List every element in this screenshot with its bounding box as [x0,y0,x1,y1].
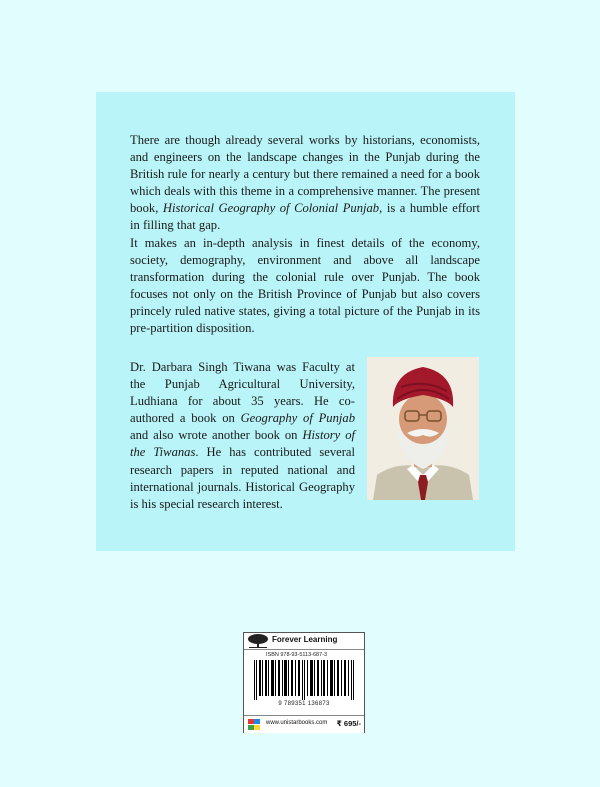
tree-icon [247,634,269,648]
bio-part-c: . He has contributed several research papers in reputed national and international journals. Historical Geography is his special research interest. [130,445,355,511]
barcode-body [248,652,360,712]
author-photo [367,357,479,500]
bio-book-2: History of the Tiwanas [130,428,355,460]
barcode-digits: 9 789351 136873 [278,701,330,707]
blurb-paragraph-2: It makes an in-depth analysis in finest details of the economy, society, demography, environment and above all landscape transformation during the colonial rule over Punjab. The book focuses not only on the British Province of Punjab but also covers princely ruled native states, giving a total picture of the Punjab in its pre-partition disposition. [130,235,480,336]
book-title-inline: Historical Geography of Colonial Punjab, [162,201,383,216]
blurb-paragraph-1 [130,132,480,235]
author-bio [130,359,355,513]
barcode-footer [244,715,364,733]
barcode-block [243,632,365,733]
bio-book-1: Geography of Punjab [240,411,355,426]
publisher-logo [247,718,261,731]
barcode [252,660,356,700]
bio-part-b: and also wrote another book on [130,428,303,443]
price-label: ₹ 695/- [336,719,361,728]
blurb-p1-start: There are though already several works by historians, economists, and engineers on the landscape changes in the Punjab during the British rule for nearly a century but there remained a need for a book which deals with this theme in a comprehensive manner. The present book, [130,133,480,216]
series-tagline: Forever Learning [272,635,338,644]
blurb-text [130,132,480,337]
barcode-header [244,633,364,650]
blurb-p1-end: is a humble effort in filling that gap. [130,201,480,233]
back-cover-panel [96,92,515,551]
publisher-website: www.unistarbooks.com [266,720,328,726]
bio-part-a: Dr. Darbara Singh Tiwana was Faculty at the Punjab Agricultural University, Ludhiana for about 35 years. He co-authored a book on [130,360,355,426]
isbn-label: ISBN 978-93-5113-687-3 [266,652,328,658]
